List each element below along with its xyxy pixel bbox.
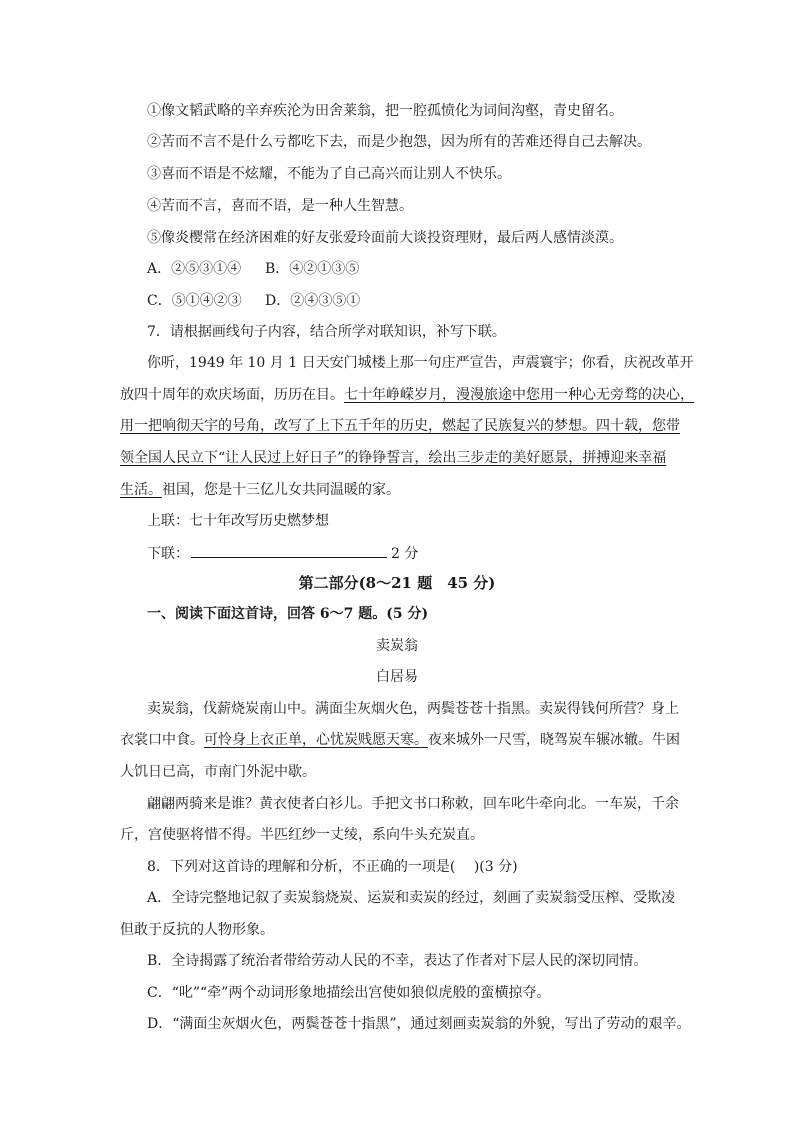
lower-couplet-label: 下联： (147, 546, 189, 562)
option-c: C．⑤①④②③ (147, 293, 242, 309)
poem-line-2 (120, 730, 680, 750)
question-8-stem: 8．下列对这首诗的理解和分析，不正确的一项是( )(3 分) (147, 859, 518, 875)
q7-text: 祖国，您是十三亿儿女共同温暖的家。 (162, 482, 400, 498)
answer-blank[interactable] (191, 543, 387, 558)
underlined-sentence: 用一把响彻天宇的号角，改写了上下五千年的历史，燃起了民族复兴的梦想。四十载，您带 (120, 418, 680, 434)
part-two-heading: 第二部分(8～21 题 45 分) (298, 574, 496, 592)
poem-title: 卖炭翁 (376, 638, 418, 654)
option-d: D．②④③⑤① (265, 293, 361, 309)
question-7-stem: 7．请根据画线句子内容，结合所学对联知识，补写下联。 (147, 324, 506, 340)
q8-option-b: B．全诗揭露了统治者带给劳动人民的不幸，表达了作者对下层人民的深切同情。 (147, 953, 648, 969)
poem-text: 夜来城外一尺雪，晓驾炭车辗冰辙。牛困 (428, 732, 680, 748)
q7-text: 放四十周年的欢庆场面，历历在目。 (120, 387, 344, 403)
underlined-sentence: 七十年峥嵘岁月，漫漫旅途中您用一种心无旁骛的决心， (344, 387, 694, 403)
q8-option-a-line-2: 但敢于反抗的人物形象。 (120, 922, 274, 938)
q7-passage-line-5 (120, 480, 400, 500)
q7-passage-line-2 (120, 385, 694, 405)
poem-author: 白居易 (376, 669, 418, 685)
q7-passage-line-1: 你听，1949 年 10 月 1 日天安门城楼上那一句庄严宣告，声震寰宇；你看，庆祝改革开 (147, 355, 694, 371)
item-5: ⑤像炎樱常在经济困难的好友张爱玲面前大谈投资理财，最后两人感情淡漠。 (147, 230, 623, 246)
underlined-sentence: 可怜身上衣正单，心忧炭贱愿天寒。 (204, 732, 428, 748)
lower-couplet (147, 543, 418, 564)
item-3: ③喜而不语是不炫耀，不能为了自己高兴而让别人不快乐。 (147, 166, 511, 182)
upper-couplet: 上联：七十年改写历史燃梦想 (147, 513, 329, 529)
item-4: ④苦而不言，喜而不语，是一种人生智慧。 (147, 198, 413, 214)
item-2: ②苦而不言不是什么亏都吃下去，而是少抱怨，因为所有的苦难还得自己去解决。 (147, 134, 651, 150)
poem-line-3: 人饥日已高，市南门外泥中歇。 (120, 764, 316, 780)
poem-text: 衣裳口中食。 (120, 732, 204, 748)
q8-option-d: D．“满面尘灰烟火色，两鬓苍苍十指黑”，通过刻画卖炭翁的外貌，写出了劳动的艰辛。 (147, 1016, 691, 1032)
option-b: B．④②①③⑤ (265, 261, 360, 277)
poem-line-1: 卖炭翁，伐薪烧炭南山中。满面尘灰烟火色，两鬓苍苍十指黑。卖炭得钱何所营？身上 (147, 701, 679, 717)
option-a: A．②⑤③①④ (147, 261, 242, 277)
score-label: 2 分 (391, 546, 419, 562)
poem-line-5: 斤，宫使驱将惜不得。半匹红纱一丈绫，系向牛头充炭直。 (120, 827, 484, 843)
poem-line-4: 翩翩两骑来是谁？黄衣使者白衫儿。手把文书口称敕，回车叱牛牵向北。一车炭，千余 (147, 796, 679, 812)
section-heading: 一、阅读下面这首诗，回答 6～7 题。(5 分) (147, 606, 429, 622)
q8-option-a-line-1: A．全诗完整地记叙了卖炭翁烧炭、运炭和卖炭的经过，刻画了卖炭翁受压榨、受欺凌 (147, 890, 676, 906)
item-1: ①像文韬武略的辛弃疾沦为田舍莱翁，把一腔孤愤化为词间沟壑，青史留名。 (147, 103, 623, 119)
underlined-sentence: 领全国人民立下“让人民过上好日子”的铮铮誓言，绘出三步走的美好愿景，拼搏迎来幸福 (120, 450, 667, 466)
q8-option-c: C．“叱”“牵”两个动词形象地描绘出宫使如狼似虎般的蛮横掠夺。 (147, 985, 551, 1001)
underlined-sentence: 生活。 (120, 482, 162, 498)
